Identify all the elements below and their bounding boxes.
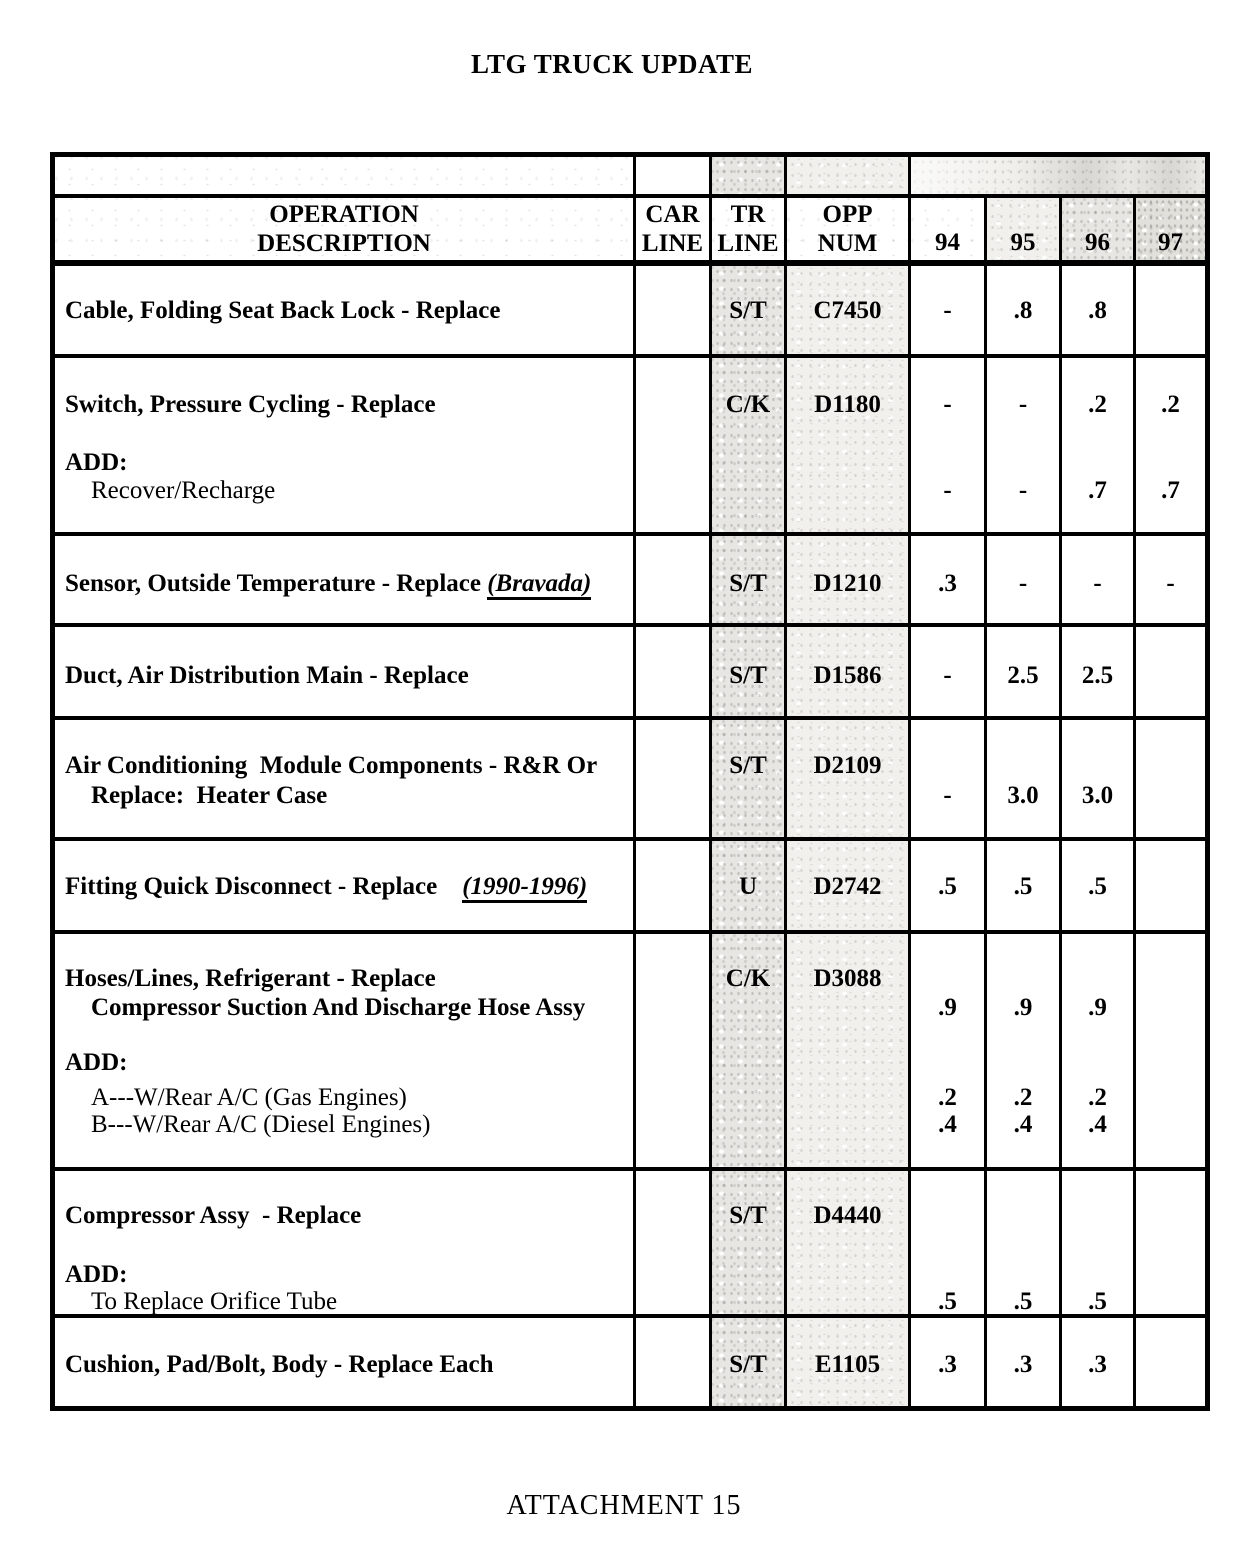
year-96-value-cell: [1059, 720, 1133, 837]
operation-text: Cushion, Pad/Bolt, Body - Replace Each: [65, 1351, 494, 1378]
operation-text: To Replace Orifice Tube: [91, 1288, 338, 1314]
spacer-operation-cell: [55, 157, 633, 194]
year-96-value-cell: [1059, 536, 1133, 623]
operation-line: [91, 781, 327, 811]
opp-num-value: C7450: [813, 297, 882, 324]
operation-description-cell: [55, 841, 633, 930]
table-header-row: [55, 198, 1205, 266]
header-year-96: [1059, 198, 1133, 260]
tr-line-cell: [709, 841, 784, 930]
operation-line: [91, 993, 585, 1023]
spacer-car-cell: [633, 157, 709, 194]
hours-value: -: [1018, 477, 1028, 504]
operation-line: [65, 569, 591, 599]
car-line-cell: [633, 720, 709, 837]
operation-text: Compressor Assy - Replace: [65, 1202, 362, 1229]
hours-value: 2.5: [1081, 662, 1114, 689]
operation-description-cell: [55, 720, 633, 837]
operation-text: ADD:: [65, 1049, 128, 1076]
update-table: [50, 152, 1210, 1411]
year-97-label: 97: [1158, 229, 1183, 256]
hours-value: .7: [1088, 477, 1107, 504]
hours-value: .2: [1088, 391, 1107, 418]
underlined-note: (1990-1996): [462, 873, 587, 903]
opp-num-cell: [784, 536, 908, 623]
tr-line-value: S/T: [729, 1202, 767, 1229]
operation-text: B---W/Rear A/C (Diesel Engines): [91, 1111, 431, 1138]
year-95-label: 95: [1010, 229, 1036, 256]
hours-value: .4: [1088, 1111, 1107, 1138]
year-94-value-cell: [908, 627, 984, 716]
car-line-cell: [633, 266, 709, 354]
opp-num-cell: [784, 1171, 908, 1314]
year-97-value-cell: [1133, 1171, 1205, 1314]
year-95-value-cell: [984, 934, 1059, 1167]
header-year-95: [984, 198, 1059, 260]
hours-value: .3: [1088, 1351, 1107, 1378]
underlined-note: (Bravada): [487, 570, 591, 600]
hours-value: .5: [1013, 873, 1033, 900]
hours-value: .3: [938, 570, 957, 597]
operation-text: Cable, Folding Seat Back Lock - Replace: [65, 297, 501, 324]
year-96-value-cell: [1059, 934, 1133, 1167]
header-year-97: [1133, 198, 1205, 260]
car-line-cell: [633, 1171, 709, 1314]
opp-num-value: E1105: [814, 1351, 881, 1378]
table-row-cushion-pad-bolt-body: [55, 1318, 1205, 1406]
tr-line-cell: [709, 627, 784, 716]
hours-value: .4: [938, 1111, 957, 1138]
operation-line: [65, 1048, 128, 1078]
year-94-value-cell: [908, 720, 984, 837]
hours-value: .7: [1161, 477, 1180, 504]
spacer-years-cell: [908, 157, 1205, 194]
operation-text: ADD:: [65, 1261, 128, 1288]
year-95-value-cell: [984, 266, 1059, 354]
spacer-opp-cell: [784, 157, 908, 194]
car-line-cell: [633, 358, 709, 532]
hours-value: -: [943, 662, 952, 689]
hours-value: .5: [938, 873, 957, 900]
operation-description-cell: [55, 627, 633, 716]
hours-value: -: [943, 477, 952, 504]
hours-value: .8: [1013, 297, 1033, 324]
year-94-value-cell: [908, 266, 984, 354]
year-94-value-cell: [908, 1318, 984, 1406]
year-95-value-cell: [984, 627, 1059, 716]
header-tr-line1: TR: [730, 201, 766, 228]
hours-value: -: [1093, 570, 1102, 597]
car-line-cell: [633, 536, 709, 623]
year-97-value-cell: [1133, 627, 1205, 716]
header-car-line2: LINE: [641, 230, 704, 257]
operation-text: A---W/Rear A/C (Gas Engines): [91, 1084, 407, 1111]
year-97-value-cell: [1133, 536, 1205, 623]
tr-line-value: S/T: [729, 662, 767, 689]
tr-line-cell: [709, 720, 784, 837]
hours-value: .5: [1088, 873, 1107, 900]
car-line-cell: [633, 627, 709, 716]
header-operation-description: [55, 198, 633, 260]
operation-line: [91, 1083, 407, 1113]
year-96-value-cell: [1059, 1171, 1133, 1314]
hours-value: .2: [1013, 1084, 1033, 1111]
operation-description-cell: [55, 266, 633, 354]
hours-value: -: [1018, 570, 1028, 597]
hours-value: 3.0: [1081, 782, 1114, 809]
table-row-cable-folding-seat-back-lock: [55, 266, 1205, 358]
table-top-spacer-row: [55, 157, 1205, 198]
hours-value: .9: [1013, 994, 1033, 1021]
operation-description-cell: [55, 1318, 633, 1406]
hours-value: -: [1166, 570, 1175, 597]
hours-value: 2.5: [1007, 662, 1039, 689]
year-95-value-cell: [984, 1171, 1059, 1314]
year-94-value-cell: [908, 841, 984, 930]
opp-num-cell: [784, 841, 908, 930]
page-footer: ATTACHMENT 15: [506, 1490, 742, 1521]
tr-line-value: S/T: [729, 1351, 767, 1378]
car-line-cell: [633, 1318, 709, 1406]
operation-description-cell: [55, 934, 633, 1167]
opp-num-value: D2109: [813, 752, 882, 779]
operation-description-cell: [55, 1171, 633, 1314]
year-97-value-cell: [1133, 358, 1205, 532]
operation-description-cell: [55, 358, 633, 532]
hours-value: -: [943, 297, 952, 324]
hours-value: .5: [938, 1288, 957, 1314]
tr-line-value: S/T: [729, 297, 767, 324]
hours-value: .8: [1088, 297, 1107, 324]
operation-line: [91, 1287, 337, 1314]
year-97-value-cell: [1133, 934, 1205, 1167]
hours-value: .2: [1088, 1084, 1107, 1111]
operation-text: Air Conditioning Module Components - R&R Or: [65, 752, 598, 779]
operation-line: [91, 476, 275, 506]
year-96-value-cell: [1059, 841, 1133, 930]
table-row-compressor-assy: [55, 1171, 1205, 1318]
year-96-value-cell: [1059, 358, 1133, 532]
tr-line-value: S/T: [729, 570, 767, 597]
year-96-value-cell: [1059, 1318, 1133, 1406]
opp-num-value: D1210: [813, 570, 882, 597]
operation-line: [65, 390, 436, 420]
tr-line-cell: [709, 1318, 784, 1406]
table-row-duct-air-distribution-main: [55, 627, 1205, 720]
year-94-value-cell: [908, 934, 984, 1167]
year-95-value-cell: [984, 358, 1059, 532]
year-97-value-cell: [1133, 1318, 1205, 1406]
hours-value: .5: [1088, 1288, 1107, 1314]
hours-value: .3: [1013, 1351, 1033, 1378]
tr-line-value: C/K: [725, 965, 771, 992]
year-97-value-cell: [1133, 841, 1205, 930]
hours-value: -: [943, 391, 952, 418]
operation-line: [91, 1110, 431, 1140]
header-year-94: [908, 198, 984, 260]
tr-line-cell: [709, 934, 784, 1167]
table-row-hoses-lines-refrigerant: [55, 934, 1205, 1171]
header-tr-line2: LINE: [717, 230, 779, 257]
year-95-value-cell: [984, 841, 1059, 930]
opp-num-cell: [784, 358, 908, 532]
table-row-air-conditioning-module-components: [55, 720, 1205, 841]
operation-line: [65, 964, 436, 994]
operation-text: Recover/Recharge: [91, 477, 276, 504]
tr-line-cell: [709, 266, 784, 354]
operation-line: [65, 1201, 361, 1231]
tr-line-value: C/K: [725, 391, 771, 418]
hours-value: 3.0: [1007, 782, 1039, 809]
operation-line: [65, 661, 469, 691]
tr-line-cell: [709, 1171, 784, 1314]
hours-value: .3: [938, 1351, 957, 1378]
spacer-tr-cell: [709, 157, 784, 194]
hours-value: .9: [1088, 994, 1107, 1021]
table-body: [55, 266, 1205, 1406]
year-94-value-cell: [908, 536, 984, 623]
opp-num-cell: [784, 934, 908, 1167]
hours-value: .2: [1161, 391, 1180, 418]
operation-line: [65, 448, 128, 478]
hours-value: .4: [1013, 1111, 1033, 1138]
header-tr-line: [709, 198, 784, 260]
year-96-value-cell: [1059, 627, 1133, 716]
year-97-value-cell: [1133, 266, 1205, 354]
year-96-label: 96: [1085, 229, 1110, 256]
car-line-cell: [633, 841, 709, 930]
header-opp-line1: OPP: [822, 201, 873, 228]
header-operation-line1: OPERATION: [269, 201, 419, 228]
operation-line: [65, 751, 597, 781]
header-opp-num: [784, 198, 908, 260]
tr-line-cell: [709, 536, 784, 623]
hours-value: .5: [1013, 1288, 1033, 1314]
operation-text: Fitting Quick Disconnect - Replace: [65, 873, 463, 900]
operation-description-cell: [55, 536, 633, 623]
opp-num-cell: [784, 627, 908, 716]
opp-num-value: D1180: [814, 391, 881, 418]
page-title: LTG TRUCK UPDATE: [470, 49, 754, 79]
opp-num-value: D2742: [813, 873, 882, 900]
opp-num-value: D3088: [813, 965, 882, 992]
opp-num-cell: [784, 266, 908, 354]
tr-line-value: U: [738, 873, 758, 900]
opp-num-value: D1586: [813, 662, 882, 689]
table-row-sensor-outside-temperature: [55, 536, 1205, 627]
hours-value: .2: [938, 1084, 957, 1111]
operation-text: Switch, Pressure Cycling - Replace: [65, 391, 436, 418]
opp-num-value: D4440: [813, 1202, 882, 1229]
year-96-value-cell: [1059, 266, 1133, 354]
table-row-fitting-quick-disconnect: [55, 841, 1205, 934]
hours-value: .9: [938, 994, 957, 1021]
year-95-value-cell: [984, 1318, 1059, 1406]
operation-text: Compressor Suction And Discharge Hose Assy: [91, 994, 586, 1021]
car-line-cell: [633, 934, 709, 1167]
tr-line-value: S/T: [729, 752, 767, 779]
operation-text: Sensor, Outside Temperature - Replace: [65, 570, 488, 597]
table-row-switch-pressure-cycling: [55, 358, 1205, 536]
opp-num-cell: [784, 1318, 908, 1406]
header-operation-line2: DESCRIPTION: [257, 230, 431, 257]
operation-line: [65, 1260, 128, 1290]
operation-text: Duct, Air Distribution Main - Replace: [65, 662, 469, 689]
operation-line: [65, 296, 500, 326]
operation-text: Replace: Heater Case: [91, 782, 328, 809]
year-95-value-cell: [984, 536, 1059, 623]
opp-num-cell: [784, 720, 908, 837]
header-car-line: [633, 198, 709, 260]
operation-line: [65, 872, 587, 902]
tr-line-cell: [709, 358, 784, 532]
hours-value: -: [1018, 391, 1028, 418]
header-opp-line2: NUM: [817, 230, 878, 257]
year-97-value-cell: [1133, 720, 1205, 837]
year-94-label: 94: [935, 229, 960, 256]
operation-text: Hoses/Lines, Refrigerant - Replace: [65, 965, 436, 992]
year-94-value-cell: [908, 1171, 984, 1314]
header-car-line1: CAR: [645, 201, 700, 228]
operation-line: [65, 1350, 494, 1380]
year-95-value-cell: [984, 720, 1059, 837]
hours-value: -: [943, 782, 952, 809]
operation-text: ADD:: [65, 449, 128, 476]
year-94-value-cell: [908, 358, 984, 532]
